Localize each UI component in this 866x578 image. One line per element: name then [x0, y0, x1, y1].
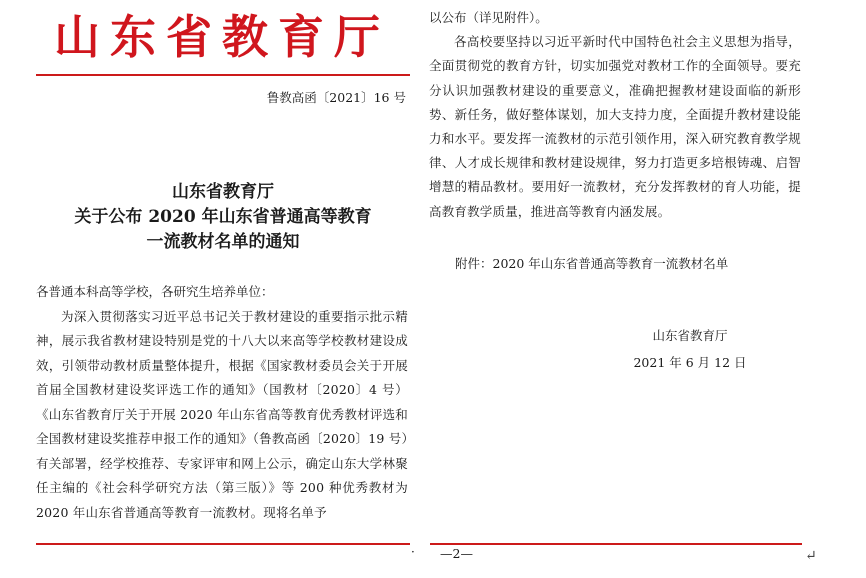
body-right-column	[429, 6, 801, 224]
letterhead-title: 山东省教育厅	[54, 10, 390, 64]
attachment-line: 附件：2020 年山东省普通高等教育一流教材名单	[455, 256, 729, 271]
page-number: —2—	[440, 546, 473, 561]
body-left-column	[36, 280, 408, 525]
title-line-1: 山东省教育厅	[172, 182, 274, 202]
addressee: 各普通本科高等学校，各研究生培养单位：	[36, 284, 274, 299]
bottom-red-rule-left	[36, 543, 410, 545]
notice-title	[36, 180, 410, 255]
signature-org: 山东省教育厅	[652, 328, 728, 343]
signature-block	[620, 322, 760, 376]
return-arrow-icon: ↵	[805, 548, 817, 564]
letterhead-red-rule	[36, 74, 410, 76]
signature-date: 2021 年 6 月 12 日	[633, 355, 747, 370]
paragraph-2: 各高校要坚持以习近平新时代中国特色社会主义思想为指导，全面贯彻党的教育方针，切实加强党对教材工作的全面领导。要充分认识加强教材建设的重要意义，准确把握教材建设面临的新形势、新任务，做好整体谋划，加大支持力度，全面提升教材建设能力和水平。要发挥一流教材的示范引领作用，深入研究教育教学规律、人才成长规律和教材建设规律，努力打造更多培根铸魂、启智增慧的精品教材。要用好一流教材，充分发挥教材的育人功能，提高教育教学质量，推进高等教育内涵发展。	[429, 34, 801, 219]
bottom-red-rule-right	[430, 543, 802, 545]
title-line-2: 关于公布 2020 年山东省普通高等教育	[74, 207, 372, 227]
dot-mark: ·	[411, 545, 415, 559]
title-line-3: 一流教材名单的通知	[146, 232, 300, 252]
paragraph-1-continuation: 以公布（详见附件）。	[429, 10, 548, 25]
document-number: 鲁教高函〔2021〕16 号	[266, 90, 406, 105]
paragraph-1: 为深入贯彻落实习近平总书记关于教材建设的重要指示批示精神，展示我省教材建设特别是党的十八大以来高等学校教材建设成效，引领带动教材质量整体提升，根据《国家教材委员会关于开展首届全国教材建设奖评选工作的通知》（国教材〔2020〕4 号）《山东省教育厅关于开展 2020 年山东省高等教育优秀教材评选和全国教材建设奖推荐申报工作的通知》（鲁教高函〔2020〕19 号）有关部署，经学校推荐、专家评审和网上公示，确定山东大学林聚任主编的《社会科学研究方法（第三版）》等 200 种优秀教材为 2020 年山东省普通高等教育一流教材。现将名单予	[36, 308, 408, 520]
